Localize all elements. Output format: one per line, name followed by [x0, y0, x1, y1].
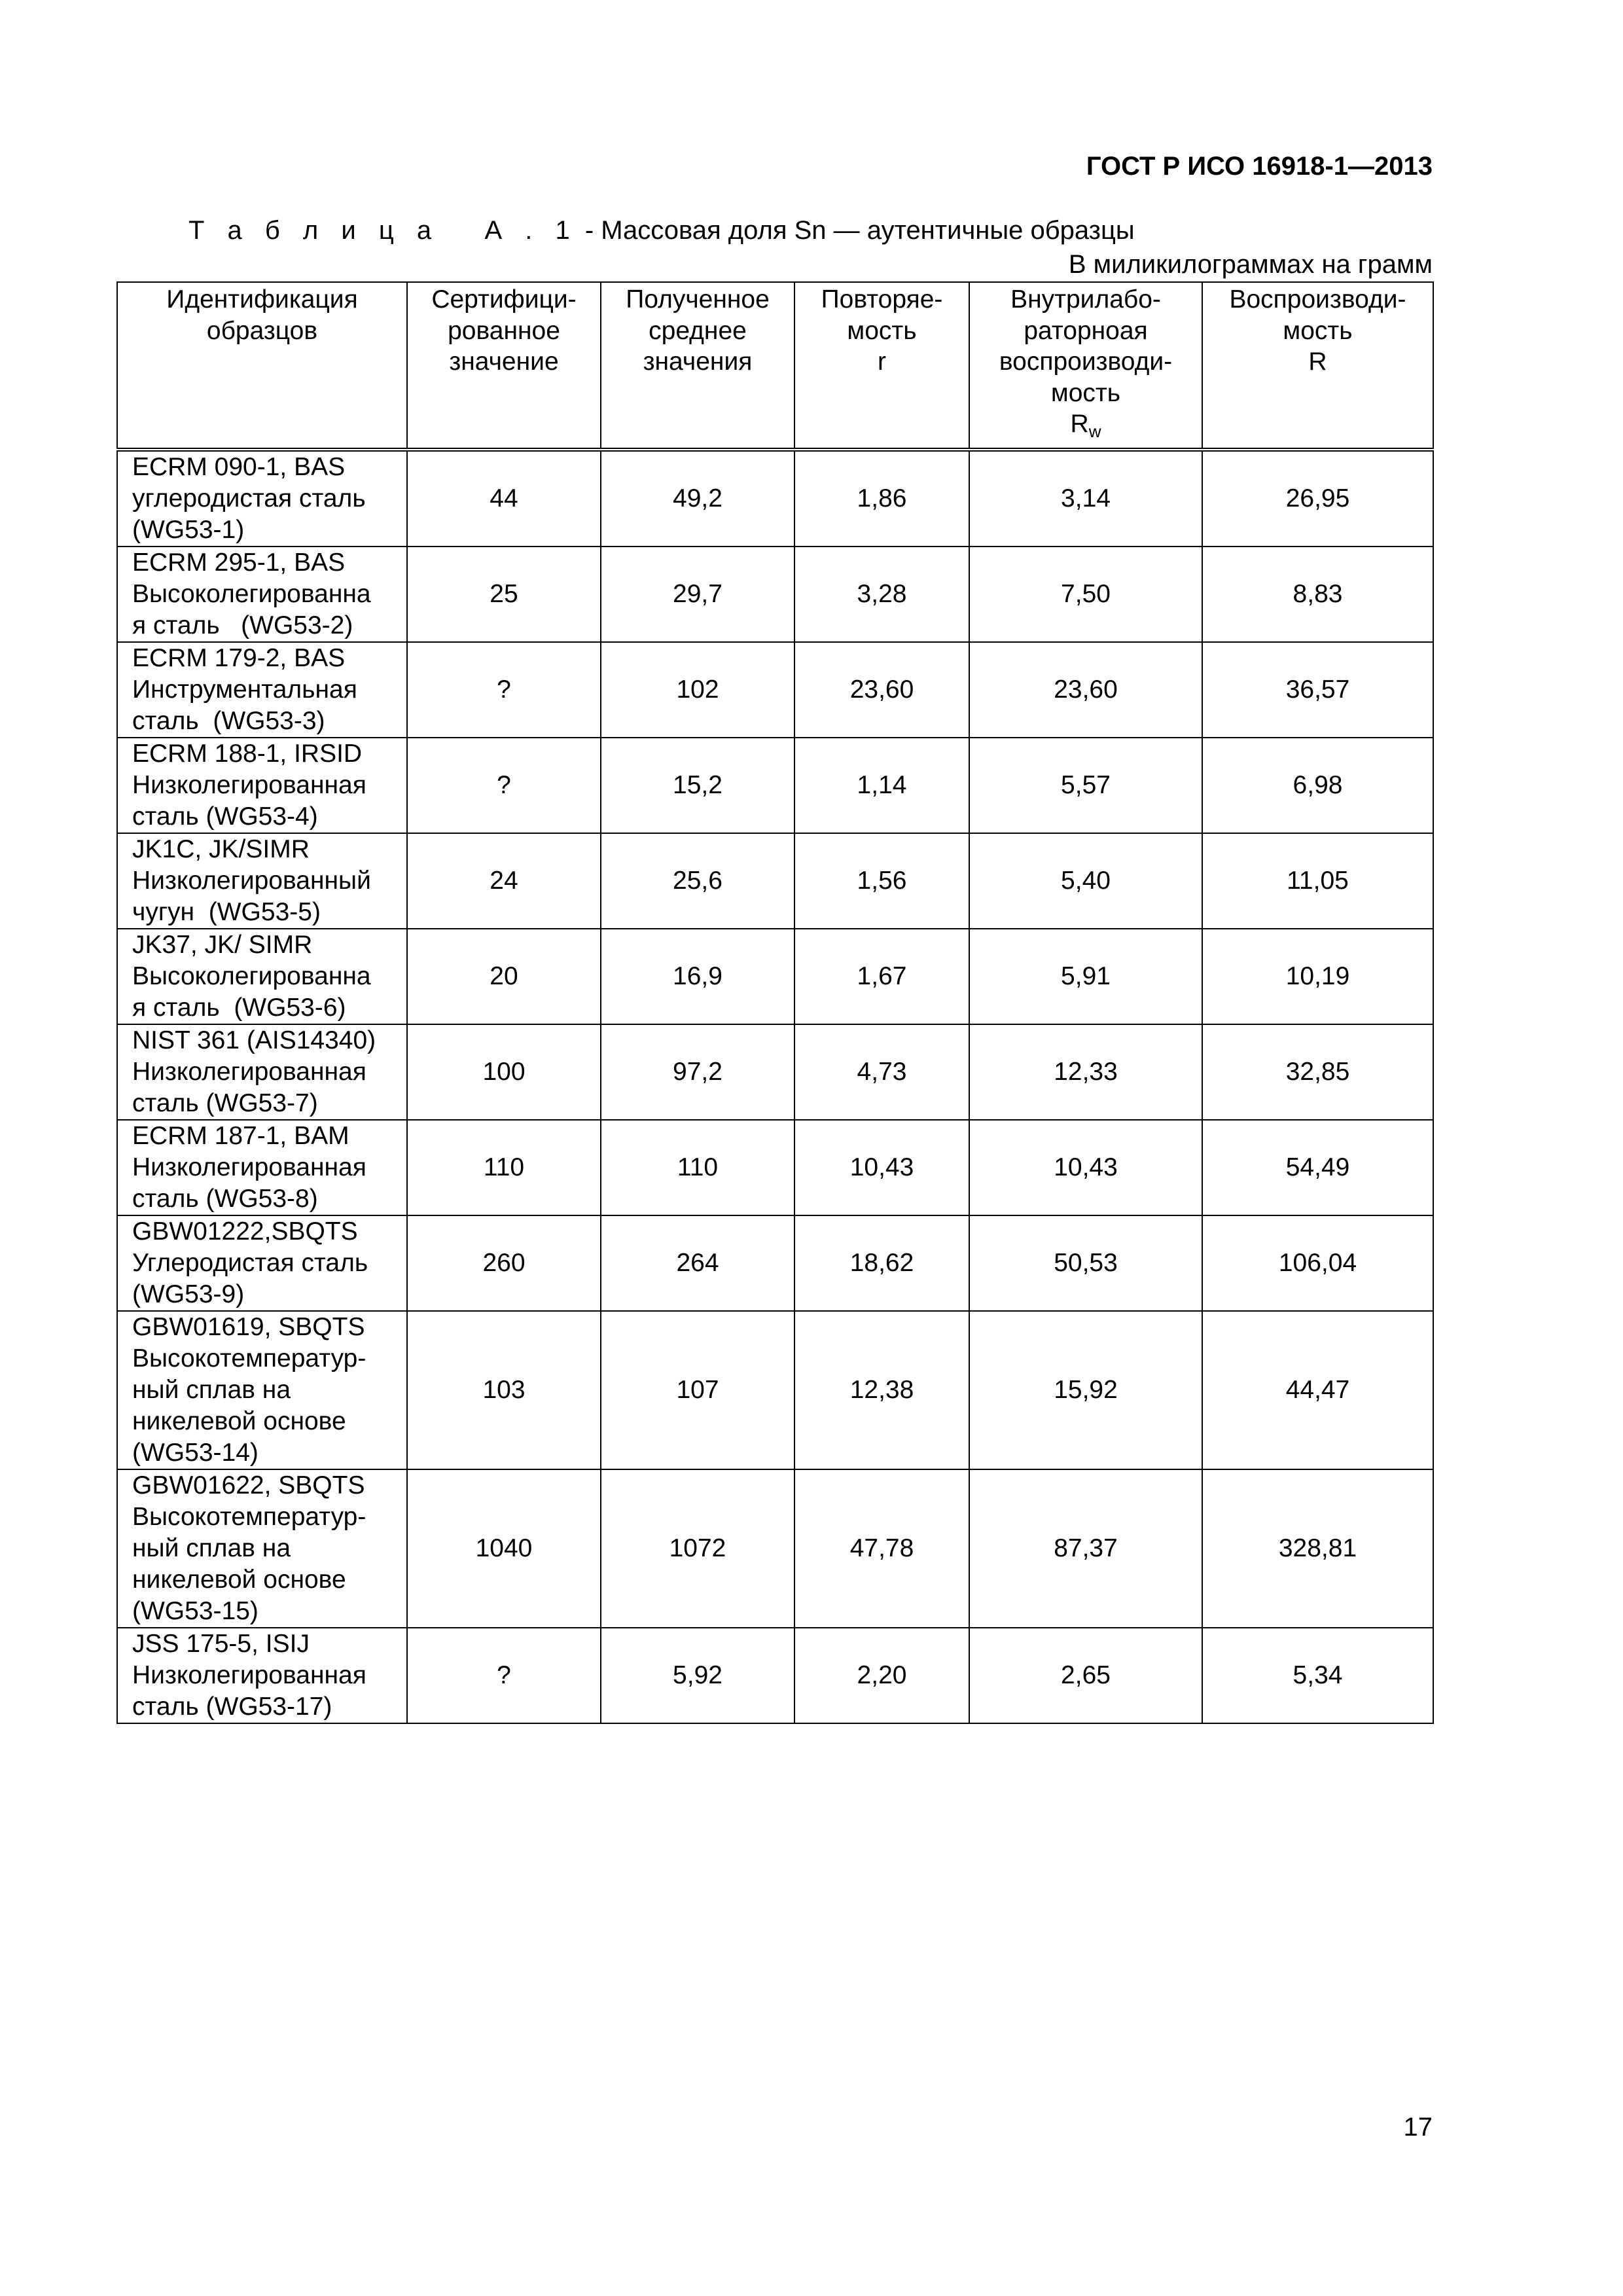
repeatability-cell: 1,14 — [794, 738, 969, 833]
reproducibility-cell: 6,98 — [1202, 738, 1433, 833]
sample-id-line: Высоколегированна — [132, 579, 371, 608]
header-line: Повторяе- — [821, 285, 943, 314]
header-line: мость — [847, 316, 917, 345]
sample-id-cell — [117, 738, 407, 833]
sample-id-cell — [117, 1120, 407, 1215]
table-row — [117, 1024, 1433, 1120]
certified-value-cell: 100 — [407, 1024, 601, 1120]
reproducibility-cell: 10,19 — [1202, 929, 1433, 1024]
table-row — [117, 738, 1433, 833]
header-intralab-reproducibility — [969, 282, 1202, 450]
symbol-subscript-w: w — [1088, 422, 1101, 441]
sample-id-cell — [117, 929, 407, 1024]
intralab-reproducibility-cell: 12,33 — [969, 1024, 1202, 1120]
header-line: Идентификация — [166, 285, 358, 314]
sample-id-line: никелевой основе — [132, 1565, 346, 1594]
sample-id-line: (WG53-1) — [132, 515, 245, 544]
sample-id-cell — [117, 1628, 407, 1723]
table-row — [117, 929, 1433, 1024]
certified-value-cell: 20 — [407, 929, 601, 1024]
sample-id-cell — [117, 1469, 407, 1628]
certified-value-cell: ? — [407, 642, 601, 738]
sample-id-line: Углеродистая сталь — [132, 1248, 368, 1277]
header-line: r — [878, 348, 886, 376]
sample-id-line: ECRM 090-1, BAS — [132, 452, 346, 481]
reproducibility-cell: 8,83 — [1202, 547, 1433, 642]
repeatability-cell: 2,20 — [794, 1628, 969, 1723]
header-line: мость — [1050, 378, 1121, 407]
sample-id-line: JK1C, JK/SIMR — [132, 834, 310, 863]
reproducibility-cell: 328,81 — [1202, 1469, 1433, 1628]
symbol-r: R — [1070, 410, 1089, 438]
table-row — [117, 1469, 1433, 1628]
sample-id-line: ECRM 188-1, IRSID — [132, 739, 363, 768]
header-line: Воспроизводи- — [1229, 285, 1406, 314]
header-line: среднее — [649, 316, 747, 345]
mean-value-cell: 110 — [601, 1120, 794, 1215]
mean-value-cell: 29,7 — [601, 547, 794, 642]
certified-value-cell: 44 — [407, 450, 601, 547]
sample-id-line: сталь (WG53-8) — [132, 1184, 318, 1213]
sample-id-line: Высокотемператур- — [132, 1502, 366, 1531]
certified-value-cell: ? — [407, 738, 601, 833]
intralab-reproducibility-cell: 23,60 — [969, 642, 1202, 738]
sample-id-line: Низколегированная — [132, 1057, 366, 1086]
certified-value-cell: 1040 — [407, 1469, 601, 1628]
sample-id-line: сталь (WG53-3) — [132, 706, 325, 735]
certified-value-cell: 25 — [407, 547, 601, 642]
sample-id-line: я сталь (WG53-6) — [132, 993, 346, 1022]
table-caption — [188, 216, 1135, 245]
units-note: В миликилограммах на грамм — [1068, 250, 1433, 279]
repeatability-cell: 18,62 — [794, 1215, 969, 1311]
mean-value-cell: 15,2 — [601, 738, 794, 833]
document-header: ГОСТ Р ИСО 16918-1—2013 — [1086, 152, 1433, 181]
mean-value-cell: 264 — [601, 1215, 794, 1311]
reproducibility-cell: 36,57 — [1202, 642, 1433, 738]
intralab-reproducibility-cell: 5,57 — [969, 738, 1202, 833]
repeatability-cell: 1,86 — [794, 450, 969, 547]
repeatability-cell: 1,67 — [794, 929, 969, 1024]
sample-id-line: ECRM 187-1, BAM — [132, 1121, 349, 1150]
certified-value-cell: 260 — [407, 1215, 601, 1311]
sample-id-line: NIST 361 (AIS14340) — [132, 1026, 376, 1054]
header-mean-value — [601, 282, 794, 450]
intralab-reproducibility-cell: 2,65 — [969, 1628, 1202, 1723]
reproducibility-cell: 106,04 — [1202, 1215, 1433, 1311]
sample-id-line: JK37, JK/ SIMR — [132, 930, 313, 959]
sample-id-line: GBW01619, SBQTS — [132, 1312, 365, 1341]
intralab-reproducibility-cell: 15,92 — [969, 1311, 1202, 1469]
repeatability-cell: 12,38 — [794, 1311, 969, 1469]
sample-id-line: (WG53-9) — [132, 1280, 245, 1308]
intralab-reproducibility-cell: 3,14 — [969, 450, 1202, 547]
table-row — [117, 450, 1433, 547]
table-row — [117, 1215, 1433, 1311]
header-sample-id — [117, 282, 407, 450]
table-body — [117, 450, 1433, 1723]
header-line: рованное — [448, 316, 560, 345]
mean-value-cell: 107 — [601, 1311, 794, 1469]
repeatability-cell: 4,73 — [794, 1024, 969, 1120]
table-row — [117, 1311, 1433, 1469]
sample-id-cell — [117, 833, 407, 929]
mean-value-cell: 49,2 — [601, 450, 794, 547]
intralab-reproducibility-cell: 50,53 — [969, 1215, 1202, 1311]
header-line: образцов — [206, 316, 318, 345]
reproducibility-cell: 26,95 — [1202, 450, 1433, 547]
sample-id-line: ный сплав на — [132, 1534, 291, 1562]
reproducibility-cell: 5,34 — [1202, 1628, 1433, 1723]
sample-id-line: Инструментальная — [132, 675, 357, 704]
mean-value-cell: 25,6 — [601, 833, 794, 929]
table-row — [117, 833, 1433, 929]
reproducibility-cell: 11,05 — [1202, 833, 1433, 929]
sample-id-line: я сталь (WG53-2) — [132, 611, 353, 639]
mean-value-cell: 97,2 — [601, 1024, 794, 1120]
intralab-reproducibility-cell: 7,50 — [969, 547, 1202, 642]
repeatability-cell: 1,56 — [794, 833, 969, 929]
sample-id-line: сталь (WG53-4) — [132, 802, 318, 831]
table-row — [117, 1120, 1433, 1215]
sample-id-line: (WG53-15) — [132, 1596, 259, 1625]
sample-id-line: Низколегированная — [132, 1660, 366, 1689]
sample-id-line: сталь (WG53-17) — [132, 1692, 332, 1721]
sample-id-line: Высоколегированна — [132, 961, 371, 990]
sample-id-line: GBW01622, SBQTS — [132, 1471, 365, 1499]
sample-id-line: JSS 175-5, ISIJ — [132, 1629, 310, 1658]
reproducibility-cell: 32,85 — [1202, 1024, 1433, 1120]
sample-id-cell — [117, 642, 407, 738]
sample-id-line: никелевой основе — [132, 1407, 346, 1435]
sample-id-line: углеродистая сталь — [132, 484, 366, 512]
header-reproducibility — [1202, 282, 1433, 450]
sample-id-cell — [117, 450, 407, 547]
table-caption-title: - Массовая доля Sn — аутентичные образцы — [577, 216, 1135, 245]
header-row — [117, 282, 1433, 450]
reproducibility-cell: 54,49 — [1202, 1120, 1433, 1215]
repeatability-cell: 10,43 — [794, 1120, 969, 1215]
sample-id-cell — [117, 1311, 407, 1469]
sample-id-cell — [117, 1024, 407, 1120]
certified-value-cell: 103 — [407, 1311, 601, 1469]
sample-id-line: Низколегированная — [132, 770, 366, 799]
intralab-reproducibility-cell: 5,91 — [969, 929, 1202, 1024]
sample-id-line: GBW01222,SBQTS — [132, 1217, 358, 1246]
table-row — [117, 642, 1433, 738]
header-repeatability — [794, 282, 969, 450]
sample-id-cell — [117, 547, 407, 642]
sample-id-line: Низколегированный — [132, 866, 371, 895]
certified-value-cell: 110 — [407, 1120, 601, 1215]
header-line: значения — [643, 348, 753, 376]
sample-id-line: ный сплав на — [132, 1375, 291, 1404]
reproducibility-cell: 44,47 — [1202, 1311, 1433, 1469]
header-line: Внутрилабо- — [1010, 285, 1161, 314]
header-line: Сертифици- — [431, 285, 577, 314]
sample-id-line: Высокотемператур- — [132, 1344, 366, 1372]
certified-value-cell: ? — [407, 1628, 601, 1723]
intralab-reproducibility-cell: 10,43 — [969, 1120, 1202, 1215]
sample-id-line: ECRM 295-1, BAS — [132, 548, 346, 577]
table-row — [117, 547, 1433, 642]
table-head — [117, 282, 1433, 450]
intralab-reproducibility-cell: 87,37 — [969, 1469, 1202, 1628]
certified-value-cell: 24 — [407, 833, 601, 929]
header-symbol — [975, 408, 1196, 448]
header-line: мость — [1283, 316, 1353, 345]
repeatability-cell: 47,78 — [794, 1469, 969, 1628]
table-caption-prefix: Т а б л и ц а А . 1 — [188, 216, 578, 245]
repeatability-cell: 23,60 — [794, 642, 969, 738]
mean-value-cell: 102 — [601, 642, 794, 738]
intralab-reproducibility-cell: 5,40 — [969, 833, 1202, 929]
data-table — [116, 281, 1434, 1724]
header-line: R — [1308, 348, 1327, 376]
sample-id-line: (WG53-14) — [132, 1438, 259, 1467]
header-line: Полученное — [626, 285, 770, 314]
mean-value-cell: 16,9 — [601, 929, 794, 1024]
sample-id-line: Низколегированная — [132, 1153, 366, 1181]
sample-id-cell — [117, 1215, 407, 1311]
header-line: значение — [449, 348, 559, 376]
table-row — [117, 1628, 1433, 1723]
header-line: раторноая — [1024, 316, 1148, 345]
header-certified-value — [407, 282, 601, 450]
header-line: воспроизводи- — [999, 348, 1173, 376]
mean-value-cell: 5,92 — [601, 1628, 794, 1723]
mean-value-cell: 1072 — [601, 1469, 794, 1628]
sample-id-line: ECRM 179-2, BAS — [132, 643, 346, 672]
repeatability-cell: 3,28 — [794, 547, 969, 642]
sample-id-line: сталь (WG53-7) — [132, 1088, 318, 1117]
page-number: 17 — [1403, 2113, 1433, 2142]
sample-id-line: чугун (WG53-5) — [132, 897, 321, 926]
